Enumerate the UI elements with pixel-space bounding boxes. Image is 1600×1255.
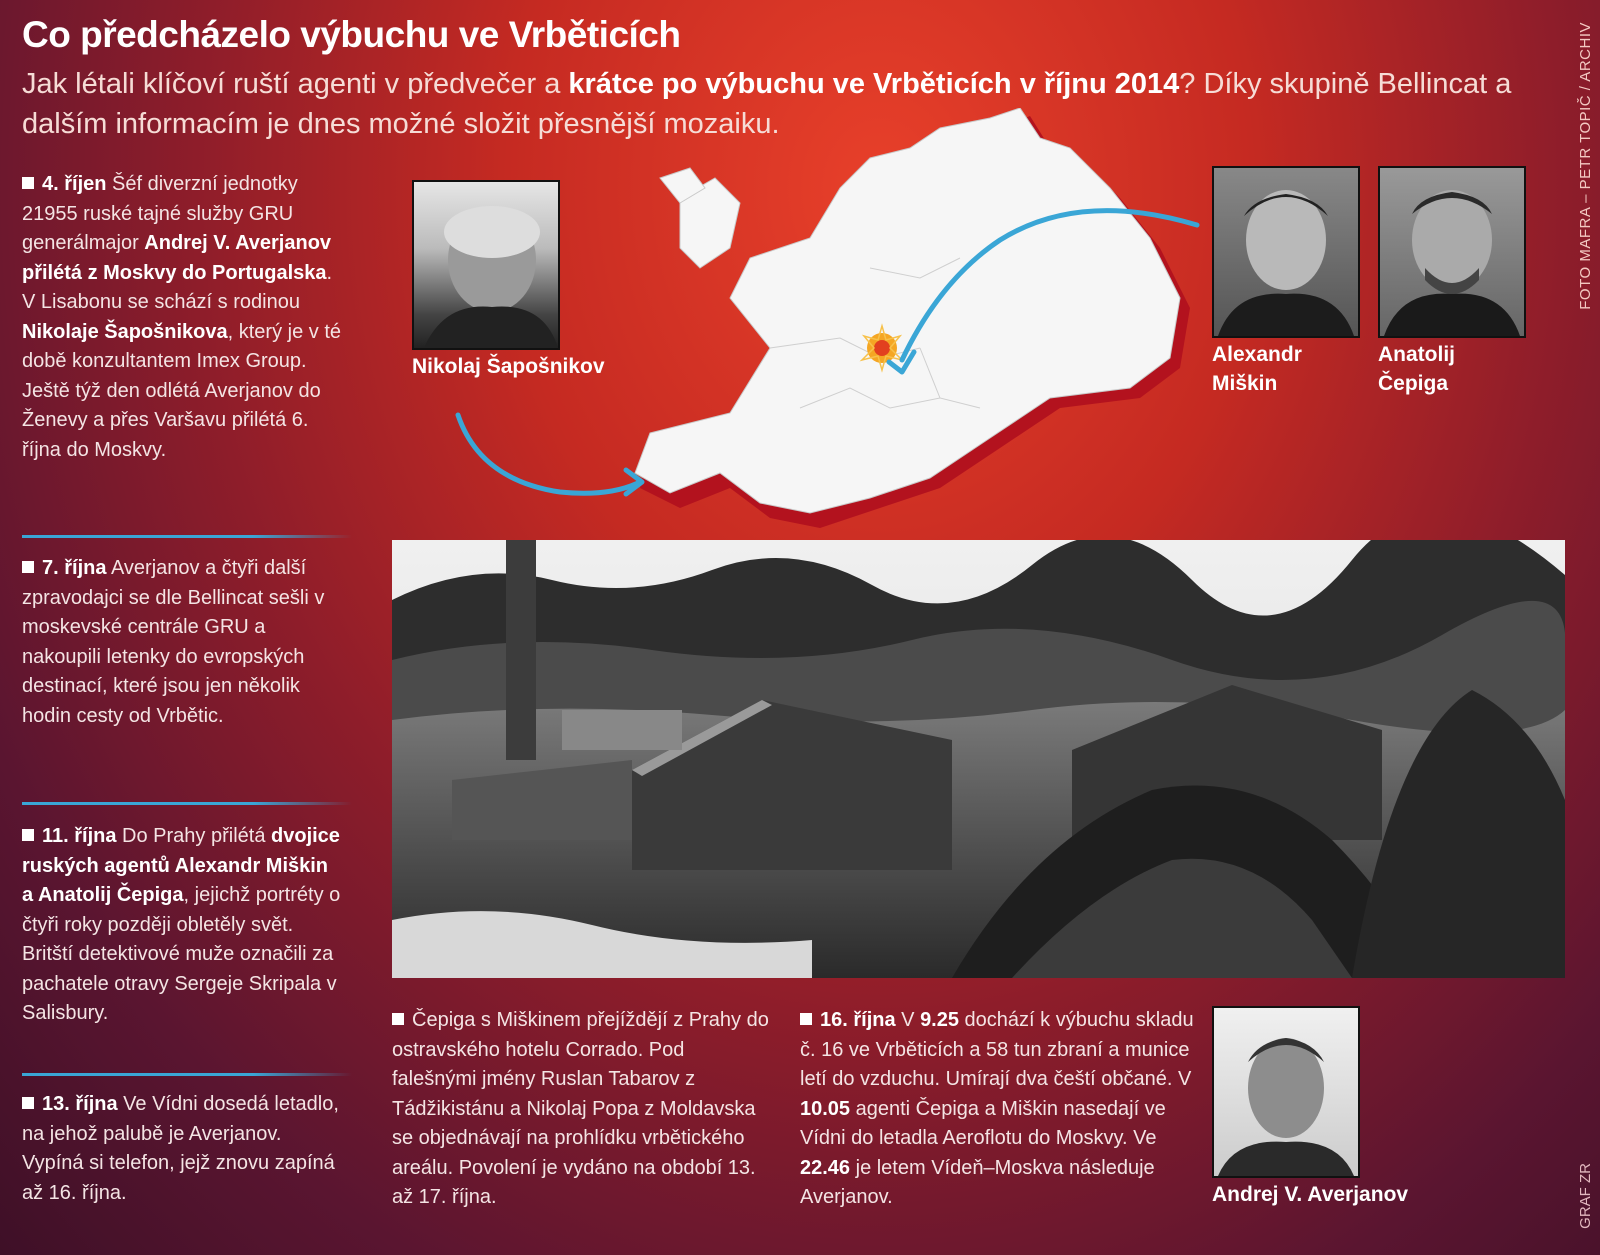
timeline-entry-oct13 bbox=[22, 1090, 342, 1208]
arrow-to-czechia bbox=[902, 211, 1197, 360]
timeline-entry-oct11 bbox=[22, 822, 342, 1029]
portrait-miskin bbox=[1212, 166, 1360, 338]
vrbetice-site-photo bbox=[392, 540, 1565, 978]
entry-highlight: Andrej V. Averjanov přilétá z Moskvy do Portugalska bbox=[22, 232, 332, 284]
entry-highlight: Nikolaje Šapošnikova bbox=[22, 320, 228, 343]
subtitle-highlight: krátce po výbuchu ve Vrběticích v říjnu 2014 bbox=[568, 68, 1180, 100]
entry-text: dochází k výbuchu skladu č. 16 ve Vrběticích a 58 tun zbraní a munice letí do vzduchu. Umírají dva čeští občané. V bbox=[800, 1009, 1194, 1090]
entry-highlight: 9.25 bbox=[920, 1009, 959, 1031]
bottom-entry-travel bbox=[392, 1006, 772, 1213]
arrow-to-portugal bbox=[458, 415, 640, 493]
portrait-saposnikov bbox=[412, 180, 560, 350]
date-label: 11. října bbox=[42, 825, 117, 847]
name-cepiga: Anatolij Čepiga bbox=[1378, 343, 1455, 395]
entry-text: Šéf diverzní jednotky 21955 ruské tajné služby GRU generálmajor bbox=[22, 173, 298, 254]
entry-text: Averjanov a čtyři další zpravodajci se dle Bellincat sešli v moskevské centrále GRU a nakoupili letenky do evropských destinací, které jsou jen několik hodin cesty od Vrbětic. bbox=[22, 557, 325, 727]
page-title: Co předcházelo výbuchu ve Vrběticích bbox=[22, 14, 681, 55]
portrait-cepiga bbox=[1378, 166, 1526, 338]
name-miskin: Alexandr Miškin bbox=[1212, 343, 1302, 395]
entry-highlight: 10.05 bbox=[800, 1097, 851, 1120]
portrait-averjanov bbox=[1212, 1006, 1360, 1178]
entry-text: Čepiga s Miškinem přejíždějí z Prahy do ostravského hotelu Corrado. Pod falešnými jmény Ruslan Tabarov z Tádžikistánu a Nikolaj Popa z Moldavska se objednávají na prohlídku vrbětického areálu. Povolení je vydáno na období 13. až 17. října. bbox=[392, 1009, 769, 1208]
entry-text: , jejichž portréty o čtyři roky později obletěly svět. Britští detektivové muže označili za pachatele otravy Sergeje Skripala v Salisbury. bbox=[22, 884, 341, 1024]
subtitle-text-end: ? Díky skupině Bellincat a dalším informacím je dnes možné složit přesnější mozaiku. bbox=[22, 68, 1512, 140]
graphic-credit: GRAF ZR bbox=[1577, 1163, 1594, 1229]
divider bbox=[22, 535, 352, 538]
date-label: 4. říjen bbox=[42, 173, 107, 195]
timeline-entry-oct7 bbox=[22, 554, 342, 731]
date-label: 16. října bbox=[820, 1009, 896, 1031]
entry-highlight: 22.46 bbox=[800, 1156, 851, 1179]
divider bbox=[22, 1073, 352, 1076]
entry-text: agenti Čepiga a Miškin nasedají ve Vídni do letadla Aeroflotu do Moskvy. Ve bbox=[800, 1097, 1166, 1149]
timeline-entry-oct4 bbox=[22, 170, 342, 465]
name-saposnikov: Nikolaj Šapošnikov bbox=[412, 355, 605, 378]
entry-text: . V Lisabonu se schází s rodinou bbox=[22, 261, 333, 313]
divider bbox=[22, 802, 352, 805]
bottom-entry-oct16 bbox=[800, 1006, 1195, 1213]
entry-text: , který je v té době konzultantem Imex Group. Ještě týž den odlétá Averjanov do Ženevy a přes Varšavu přilétá 6. října do Moskvy. bbox=[22, 320, 342, 461]
name-averjanov: Andrej V. Averjanov bbox=[1212, 1183, 1409, 1206]
entry-text: Ve Vídni dosedá letadlo, na jehož palubě je Averjanov. Vypíná si telefon, jejž znovu zapíná až 16. října. bbox=[22, 1093, 339, 1204]
date-label: 7. října bbox=[42, 557, 107, 579]
entry-text: Do Prahy přilétá bbox=[116, 825, 272, 847]
subtitle-text: Jak létali klíčoví ruští agenti v předvečer a bbox=[22, 68, 569, 100]
entry-text: je letem Vídeň–Moskva následuje Averjanov. bbox=[800, 1156, 1155, 1208]
entry-highlight: dvojice ruských agentů Alexandr Miškin a Anatolij Čepiga bbox=[22, 825, 340, 906]
date-label: 13. října bbox=[42, 1093, 118, 1115]
entry-text: V bbox=[895, 1009, 921, 1031]
photo-credit: FOTO MAFRA – PETR TOPIČ / ARCHIV bbox=[1577, 22, 1594, 310]
